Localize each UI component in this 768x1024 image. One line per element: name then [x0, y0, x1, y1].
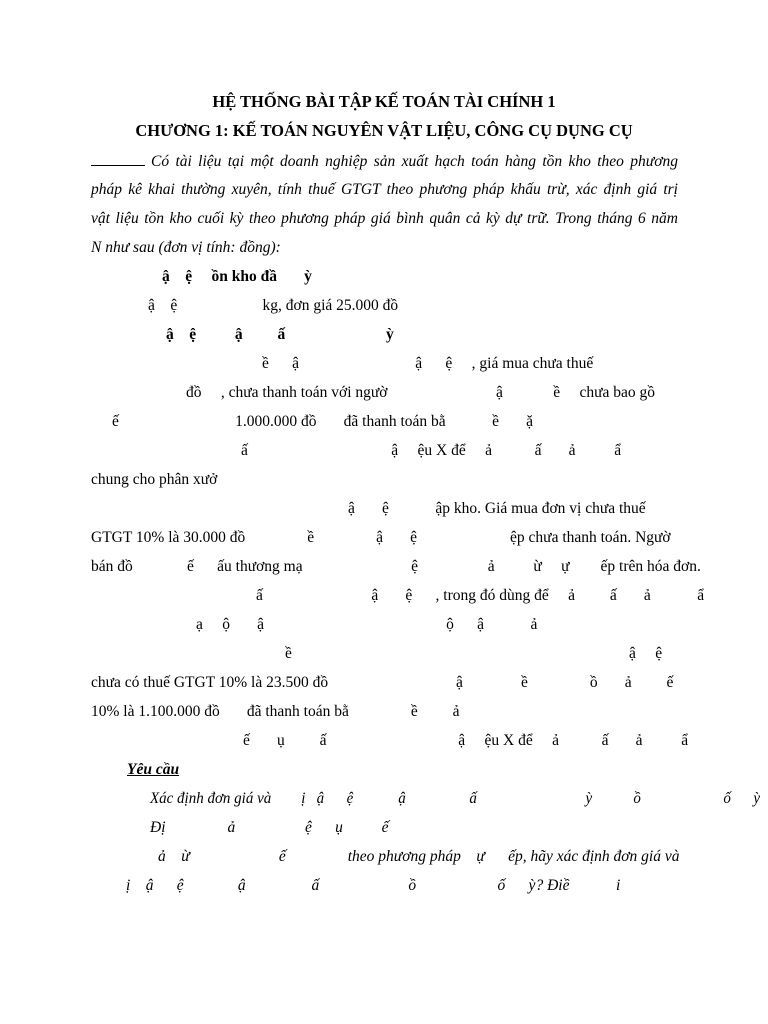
text-line-8: chung cho phân xưở: [91, 471, 218, 488]
intro-line-3: vật liệu tồn kho cuối kỳ theo phương pháp giá bình quân cả kỳ dự trữ. Trong tháng 6 năm: [91, 210, 678, 227]
intro-line-2: pháp kê khai thường xuyên, tính thuế GTGT theo phương pháp khấu trừ, xác định giá trị: [91, 181, 678, 198]
text-line-9: ậ ệ ập kho. Giá mua đơn vị chưa thuế: [348, 500, 646, 517]
document-title: HỆ THỐNG BÀI TẬP KẾ TOÁN TÀI CHÍNH 1: [212, 92, 556, 111]
requirement-2: Đị ả ệ ụ ế: [150, 819, 389, 836]
text-line-14: ề ậ ệ: [285, 645, 663, 662]
text-line-13: ạ ộ ậ ộ ậ ả: [196, 616, 538, 633]
requirement-1: Xác định đơn giá và ị ậ ệ ậ ấ ỳ ồ ố ỳ: [150, 790, 760, 807]
requirement-3-cont: ị ậ ệ ậ ấ ồ ố ỳ? Điề i: [126, 877, 621, 894]
text-line-15: chưa có thuế GTGT 10% là 23.500 đồ ậ ề ồ ả ế: [91, 674, 674, 691]
intro-line-4: N như sau (đơn vị tính: đồng):: [91, 239, 281, 256]
text-line-2: ậ ệ kg, đơn giá 25.000 đồ: [148, 297, 399, 314]
text-line-6: ế 1.000.000 đồ đã thanh toán bằ ề ặ: [112, 413, 534, 430]
text-line-3: ậ ệ ậ ấ ỳ: [166, 326, 394, 343]
text-line-5: đồ , chưa thanh toán với ngườ ậ ề chưa bao gồ: [186, 384, 656, 401]
fill-in-blank: [91, 151, 145, 166]
text-line-1: ậ ệ ồn kho đầ ỳ: [162, 268, 312, 285]
chapter-title: CHƯƠNG 1: KẾ TOÁN NGUYÊN VẬT LIỆU, CÔNG CỤ DỤNG CỤ: [135, 121, 633, 140]
text-line-11: bán đồ ế ấu thương mạ ệ ả ừ ự ếp trên hóa đơn.: [91, 558, 701, 575]
requirement-3: ả ừ ế theo phương pháp ự ếp, hãy xác định đơn giá và: [158, 848, 680, 865]
requirements-heading: Yêu cầu: [127, 761, 180, 778]
text-line-12: ấ ậ ệ , trong đó dùng để ả ấ ả ẩ: [256, 587, 705, 604]
text-line-17: ế ụ ấ ậ ệu X để ả ấ ả ẩ: [243, 732, 689, 749]
text-line-7: ấ ậ ệu X để ả ấ ả ẩ: [241, 442, 622, 459]
intro-line-1: Có tài liệu tại một doanh nghiệp sản xuất hạch toán hàng tồn kho theo phương: [91, 151, 678, 172]
text-line-4: ề ậ ậ ệ , giá mua chưa thuế: [262, 355, 594, 372]
text-line-16: 10% là 1.100.000 đồ đã thanh toán bằ ề ả: [91, 703, 460, 720]
text-line-10: GTGT 10% là 30.000 đồ ề ậ ệ ệp chưa thanh toán. Ngườ: [91, 529, 671, 546]
